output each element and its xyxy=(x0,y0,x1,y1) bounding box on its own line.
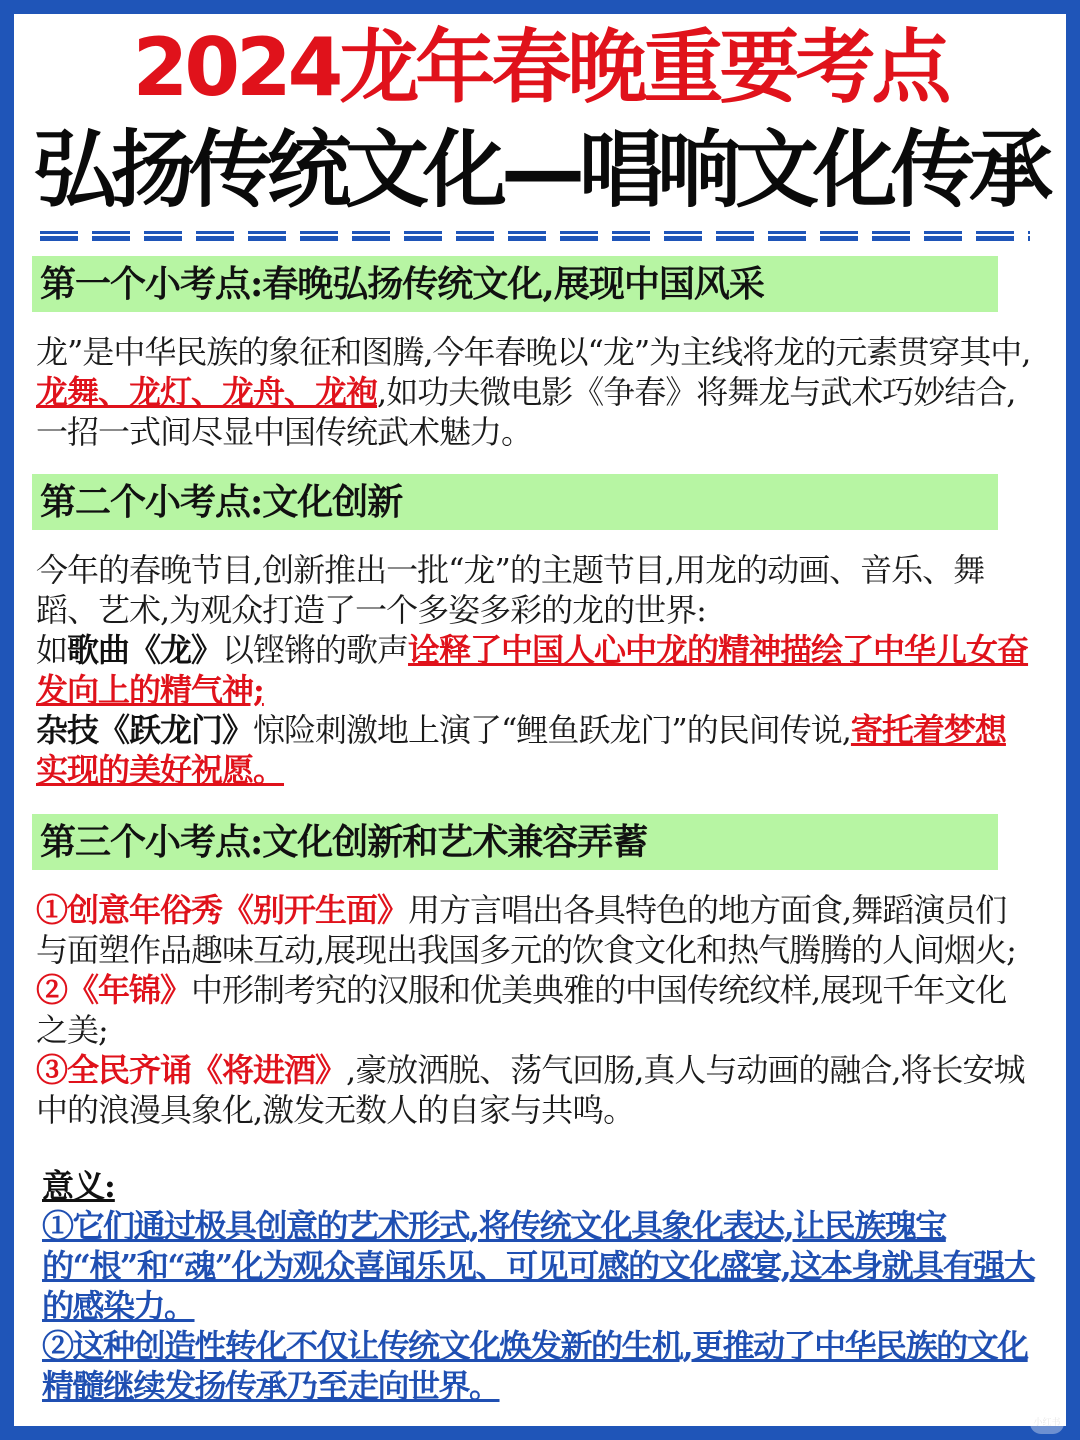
section-2-song xyxy=(36,630,1036,710)
item-3-label: ③全民齐诵《将进酒》 xyxy=(36,1051,347,1089)
section-2-text xyxy=(36,550,1036,790)
acro-highlight: 寄托着梦想实现的美好祝愿。 xyxy=(36,711,1006,789)
section-3-item-1 xyxy=(36,890,1036,970)
section-1-highlight: 龙舞、龙灯、龙舟、龙袍 xyxy=(36,373,378,411)
item-3-text: ,豪放洒脱、荡气回肠,真人与动画的融合,将长安城中的浪漫具象化,激发无数人的自家与共鸣。 xyxy=(36,1051,1025,1129)
section-3-text xyxy=(36,890,1036,1130)
item-2-text: 中形制考究的汉服和优美典雅的中国传统纹样,展现千年文化之美; xyxy=(36,971,1007,1049)
section-1-heading: 第一个小考点:春晚弘扬传统文化,展现中国风采 xyxy=(32,256,998,312)
item-2-label: ②《年锦》 xyxy=(36,971,192,1009)
watermark-logo: 小红书 xyxy=(1030,1412,1064,1434)
section-3-item-3 xyxy=(36,1050,1036,1130)
significance-point-2: ②这种创造性转化不仅让传统文化焕发新的生机,更推动了中华民族的文化精髓继续发扬传承乃至走向世界。 xyxy=(42,1327,1028,1405)
significance-block xyxy=(42,1166,1036,1406)
section-2-heading: 第二个小考点:文化创新 xyxy=(32,474,998,530)
section-3-heading: 第三个小考点:文化创新和艺术兼容弄蓄 xyxy=(32,814,998,870)
song-highlight: 诠释了中国人心中龙的精神描绘了中华儿女奋发向上的精气神; xyxy=(36,631,1029,709)
title-line-2: 弘扬传统文化—唱响文化传承 xyxy=(32,121,1047,219)
significance-label: 意义: xyxy=(42,1167,115,1205)
section-1-text xyxy=(36,332,1036,452)
item-1-text: 用方言唱出各具特色的地方面食,舞蹈演员们与面塑作品趣味互动,展现出我国多元的饮食文化和热气腾腾的人间烟火; xyxy=(36,891,1016,969)
section-1-text-a: 龙”是中华民族的象征和图腾,今年春晚以“龙”为主线将龙的元素贯穿其中, xyxy=(36,333,1031,371)
acro-text: 惊险刺激地上演了“鲤鱼跃龙门”的民间传说, xyxy=(253,711,851,749)
section-1-text-b: ,如功夫微电影《争春》将舞龙与武术巧妙结合,一招一式间尽显中国传统武术魅力。 xyxy=(36,373,1016,451)
section-2-acrobatics xyxy=(36,710,1036,790)
section-3-item-2 xyxy=(36,970,1036,1050)
song-name: 歌曲《龙》 xyxy=(67,631,223,669)
section-2-intro: 今年的春晚节目,创新推出一批“龙”的主题节目,用龙的动画、音乐、舞蹈、艺术,为观众打造了一个多姿多彩的龙的世界: xyxy=(36,551,985,629)
song-prefix: 如 xyxy=(36,631,68,669)
acro-name: 杂技《跃龙门》 xyxy=(36,711,254,749)
song-text: 以铿锵的歌声 xyxy=(222,631,409,669)
dashed-divider xyxy=(40,231,1030,241)
title-line-1: 2024龙年春晚重要考点 xyxy=(132,21,948,114)
significance-point-1: ①它们通过极具创意的艺术形式,将传统文化具象化表达,让民族瑰宝的“根”和“魂”化为观众喜闻乐见、可见可感的文化盛宴,这本身就具有强大的感染力。 xyxy=(42,1207,1035,1325)
item-1-label: ①创意年俗秀《别开生面》 xyxy=(36,891,409,929)
